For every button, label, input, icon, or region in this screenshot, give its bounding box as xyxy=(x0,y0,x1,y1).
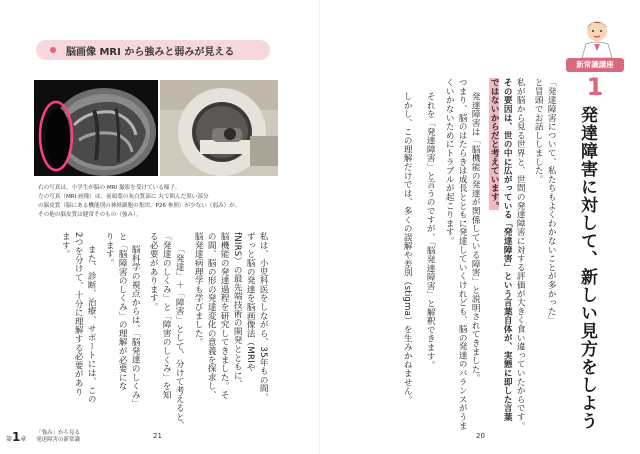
body-text: その要因は、世の中に広がっている「発達障害」という言葉自体が、実態に即した言葉 xyxy=(502,78,513,422)
body-column: 「発達障害について、私たちもよくわかないことが多かった」 xyxy=(546,78,557,325)
section-caption: 脳画像 MRI から強みと弱みが見える xyxy=(66,47,235,58)
chapter-suffix: 章 xyxy=(20,436,27,443)
chapter-subtitle-line: 「強み」から見る xyxy=(36,430,81,436)
doctor-illustration xyxy=(572,16,622,62)
body-column: る必要があります。 xyxy=(148,232,159,312)
body-column: 脳発達病理学も学びました。 xyxy=(193,232,204,347)
figure-caption-line: 左の写真（MRI 画像）は、前頭葉の灰白質部に 丸で囲んだ黒い部分 xyxy=(38,194,209,200)
body-column: しかし、この理解だけでは、多くの誤解や差別（stigma）を生みかねません。 xyxy=(402,92,413,405)
body-column: 脳科学の視点からは、「脳発達のしくみ」 xyxy=(130,245,141,408)
mri-scanner-photo xyxy=(160,80,278,176)
section-caption-bar xyxy=(36,40,270,60)
body-column: くいかないためにトラブルが起こります。 xyxy=(444,78,455,246)
body-column: と冒頭でお話ししました。 xyxy=(533,78,544,184)
body-column: また、診断、治療、サポートには、この xyxy=(86,245,97,404)
body-column: と「脳障害のしくみ」の理解が必要にな xyxy=(117,232,128,391)
chapter-marker xyxy=(6,430,30,444)
lecture-label: 新常識講座 xyxy=(566,58,624,72)
figure-caption xyxy=(38,184,288,220)
body-column: 「発達のしくみ」と「障害のしくみ」を知 xyxy=(161,232,172,400)
chapter-number: 1 xyxy=(12,430,21,444)
body-column: 私が脳から見る世界と、世間の発達障害に対する評価が大きく食い違っていたからです。 xyxy=(515,78,526,430)
body-column xyxy=(500,78,513,421)
figure-caption-line: の脳皮質（脳にある機能別の神経細胞の集団、P26 参照）が少ない（弱み）が、 xyxy=(38,203,241,209)
body-column: の間、脳の形の発達変化の意義を探求し、 xyxy=(206,232,217,400)
mri-brain-image xyxy=(34,80,158,176)
body-column: ずっと脳の発達を脳画像法（MRIや xyxy=(245,232,256,372)
figure-caption-line: 右の写真は、小学生が脳の MRI 撮影を受けている様子。 xyxy=(38,185,181,191)
body-column xyxy=(487,78,500,210)
page-number: 20 xyxy=(476,432,485,440)
page-title: 発達障害に対して、新しい見方をしよう xyxy=(577,106,597,430)
body-column: ります。 xyxy=(104,232,115,268)
lecture-number: 1 xyxy=(586,73,604,101)
body-column: 2つを分けて、十分に理解する必要があり xyxy=(73,232,84,397)
body-column: fNIRS）の最先端技術の開発とともに、 xyxy=(232,232,243,389)
bullet-icon xyxy=(50,47,56,53)
body-column: 脳機能の発達過程を研究してきました。そ xyxy=(219,232,230,400)
body-column: 「発達」＋「障害」として、分けて考えると、 xyxy=(174,245,185,430)
highlighted-text: ではないからだと考えています。 xyxy=(489,78,500,210)
body-column: 私は、小児科医をしながら、35年もの間、 xyxy=(258,232,269,402)
body-column: つまり、脳のはたらきは成長とともに発達していくけれども、脳の発達のバランスがうま xyxy=(457,78,468,430)
body-column: 発達障害は「脳機能の発達が関係している障害」と説明されてきました。 xyxy=(470,92,481,383)
body-column: それを「発達障害」と言うのですが、「脳発達障害」と解釈できます。 xyxy=(425,92,436,370)
body-column: ます。 xyxy=(60,232,71,259)
page-number: 21 xyxy=(153,432,162,440)
chapter-label: 第 xyxy=(6,436,13,443)
figure-caption-line: その他の脳皮質は健常そのもの（強み）。 xyxy=(38,212,142,218)
chapter-subtitle xyxy=(36,430,80,444)
chapter-subtitle-line: 発達障害の新常識 xyxy=(36,437,81,443)
